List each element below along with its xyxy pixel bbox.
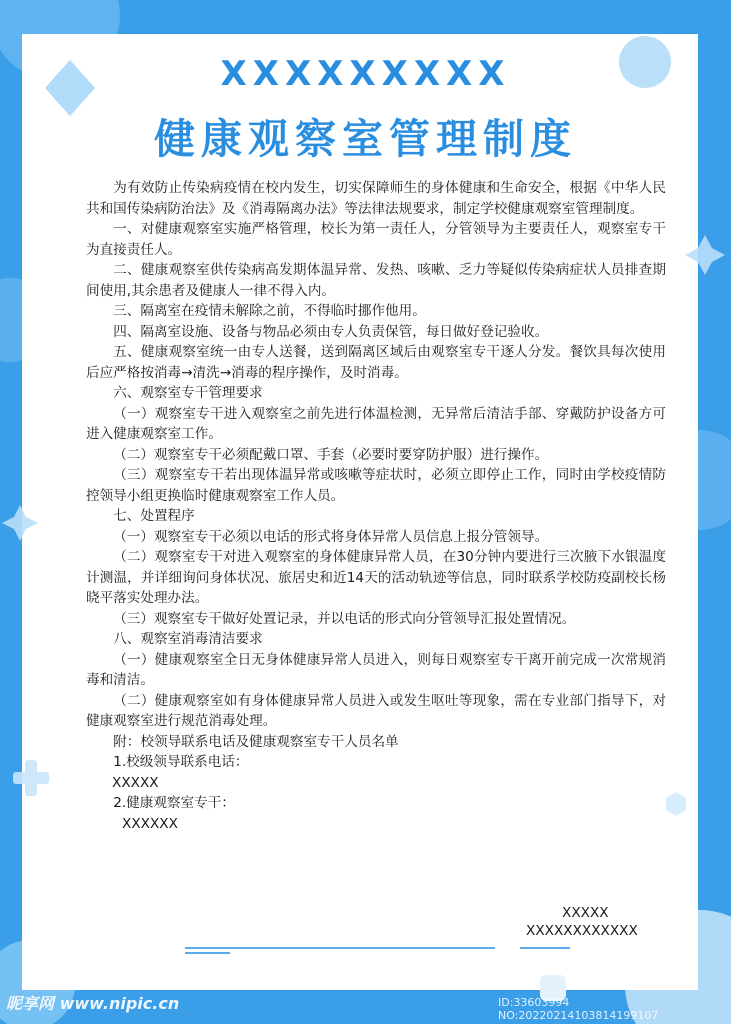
plus-icon (13, 760, 49, 796)
appendix-value: XXXXX (112, 774, 159, 791)
sparkle-icon (2, 505, 38, 541)
signature-block (500, 904, 700, 940)
section-heading: 八、观察室消毒清洁要求 (113, 631, 263, 647)
appendix-value: XXXXXX (122, 815, 178, 832)
clause-paragraph: （二）健康观察室如有身体健康异常人员进入或发生呕吐等现象，需在专业部门指导下，对健康观察室进行规范消毒处理。 (86, 692, 666, 729)
clause-paragraph: 一、对健康观察室实施严格管理，校长为第一责任人，分管领导为主要责任人，观察室专干为直接责任人。 (86, 221, 666, 258)
appendix-item: 1.校级领导联系电话： (113, 754, 249, 770)
page-title: 健康观察室管理制度 (154, 115, 577, 163)
appendix-heading: 附：校领导联系电话及健康观察室专干人员名单 (113, 733, 399, 750)
signature-line: XXXXX (562, 905, 609, 921)
clause-paragraph: （二）观察室专干必须配戴口罩、手套（必要时要穿防护服）进行操作。 (113, 446, 549, 463)
clause-paragraph: 二、健康观察室供传染病高发期体温异常、发热、咳嗽、乏力等疑似传染病症状人员排查期间使用,其余患者及健康人一律不得入内。 (86, 262, 666, 299)
clause-paragraph: （三）观察室专干若出现体温异常或咳嗽等症状时，必须立即停止工作，同时由学校疫情防控领导小组更换临时健康观察室工作人员。 (86, 467, 666, 504)
clause-paragraph: （一）观察室专干进入观察室之前先进行体温检测，无异常后清洁手部、穿戴防护设备方可进入健康观察室工作。 (86, 405, 666, 442)
clause-paragraph: （三）观察室专干做好处置记录，并以电话的形式向分管领导汇报处置情况。 (113, 610, 576, 627)
watermark-right: ID:33603994 NO:20220214103814199107 (498, 996, 659, 1022)
clause-paragraph: （一）观察室专干必须以电话的形式将身体异常人员信息上报分管领导。 (113, 528, 549, 545)
sparkle-icon (685, 235, 725, 275)
header-kicker: XXXXXXXXX (220, 54, 511, 94)
signature-line: XXXXXXXXXXXX (526, 923, 638, 939)
watermark-left: 昵享网 www.nipic.cn (6, 994, 180, 1013)
clause-paragraph: （二）观察室专干对进入观察室的身体健康异常人员，在30分钟内要进行三次腋下水银温度计测温，并详细询问身体状况、旅居史和近14天的活动轨迹等信息，同时联系学校防疫副校长杨晓平落实处理办法。 (86, 549, 666, 606)
appendix-item: 2.健康观察室专干： (113, 795, 235, 811)
hexagon-icon (666, 792, 686, 816)
regulation-body (86, 178, 666, 834)
clause-paragraph: 三、隔离室在疫情未解除之前，不得临时挪作他用。 (113, 303, 426, 319)
section-heading: 六、观察室专干管理要求 (113, 385, 263, 401)
clause-paragraph: 五、健康观察室统一由专人送餐，送到隔离区域后由观察室专干逐人分发。餐饮具每次使用后应严格按消毒→清洗→消毒的程序操作，及时消毒。 (86, 344, 666, 381)
clause-paragraph: 四、隔离室设施、设备与物品必须由专人负责保管，每日做好登记验收。 (113, 323, 549, 340)
clause-paragraph: （一）健康观察室全日无身体健康异常人员进入，则每日观察室专干离开前完成一次常规消毒和清洁。 (86, 651, 666, 688)
section-heading: 七、处置程序 (113, 508, 195, 524)
intro-paragraph: 为有效防止传染病疫情在校内发生，切实保障师生的身体健康和生命安全，根据《中华人民共和国传染病防治法》及《消毒隔离办法》等法律法规要求，制定学校健康观察室管理制度。 (86, 180, 666, 217)
